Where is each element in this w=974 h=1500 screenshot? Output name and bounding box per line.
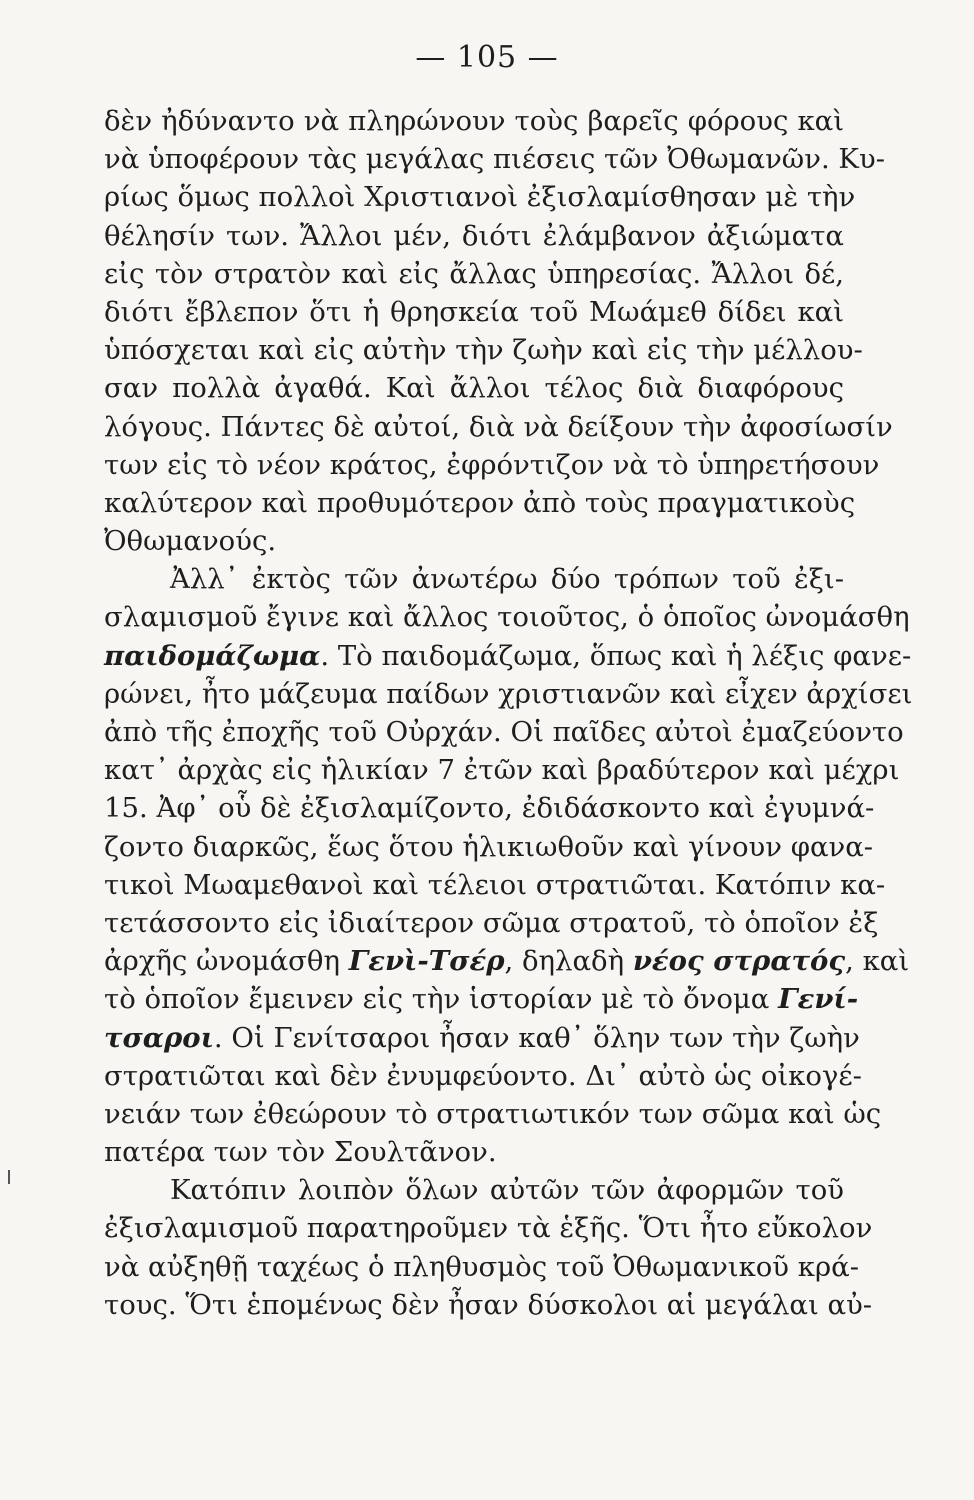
text-line [104, 255, 844, 293]
text-span: σλαμισμοῦ ἔγινε καὶ ἄλλος τοιοῦτος, ὁ ὁποῖος ὠνομάσθη [104, 601, 910, 634]
text-span: θέλησίν των. Ἄλλοι μέν, διότι ἐλάμβανον ἀξιώματα [104, 219, 844, 252]
text-span: 15. Ἀφ᾽ οὗ δὲ ἐξισλαμίζοντο, ἐδιδάσκοντο καὶ ἐγυμνά- [104, 792, 875, 825]
text-line [104, 178, 856, 216]
text-span: ρίως ὅμως πολλοὶ Χριστιανοὶ ἐξισλαμίσθησαν μὲ τὴν [104, 181, 856, 214]
text-line [104, 484, 856, 522]
paragraph [104, 1171, 873, 1324]
text-line [104, 1133, 844, 1171]
text-line [104, 980, 859, 1018]
text-line [104, 789, 875, 827]
text-line [104, 598, 910, 636]
text-line [104, 102, 844, 140]
text-span: ἀπὸ τῆς ἐποχῆς τοῦ Οὐρχάν. Οἱ παῖδες αὐτοὶ ἐμαζεύοντο [104, 716, 904, 748]
text-span: διότι ἔβλεπον ὅτι ἡ θρησκεία τοῦ Μωάμεθ δίδει καὶ [104, 295, 844, 328]
text-span: τους. Ὅτι ἑπομένως δὲν ἦσαν δύσκολοι αἱ μεγάλαι αὐ- [104, 1288, 873, 1321]
bold-term: Γενὶ-Τσέρ [348, 945, 505, 978]
text-line [104, 408, 893, 446]
bold-term: παιδομάζωμα [104, 639, 321, 672]
text-line [104, 866, 886, 904]
text-span: κατ᾽ ἀρχὰς εἰς ἡλικίαν 7 ἐτῶν καὶ βραδύτερον καὶ μέχρι [104, 754, 900, 787]
text-span: των εἰς τὸ νέον κράτος, ἐφρόντιζον νὰ τὸ ὑπηρετήσουν [104, 448, 880, 481]
text-line [104, 140, 885, 178]
text-span: , καὶ [845, 945, 910, 978]
text-span: . Οἱ Γενίτσαροι ἦσαν καθ᾽ ὅλην των τὴν ζωὴν [213, 1021, 860, 1054]
text-span: νειάν των ἐθεώρουν τὸ στρατιωτικόν των σῶμα καὶ ὡς [104, 1097, 882, 1130]
text-line [104, 1209, 873, 1247]
text-span: πατέρα των τὸν Σουλτᾶνον. [104, 1136, 497, 1169]
text-span: στρατιῶται καὶ δὲν ἐνυμφεύοντο. Δι᾽ αὐτὸ ὡς οἰκογέ- [104, 1059, 862, 1092]
text-line [104, 828, 874, 866]
text-span: , δηλαδὴ [504, 945, 633, 978]
text-line [104, 637, 912, 675]
text-span: σαν πολλὰ ἀγαθά. Καὶ ἄλλοι τέλος διὰ διαφόρους [104, 372, 844, 405]
page-number: — 105 — [415, 40, 559, 75]
text-span: Κατόπιν λοιπὸν ὅλων αὐτῶν τῶν ἀφορμῶν τοῦ [170, 1174, 844, 1207]
text-line [104, 293, 844, 331]
text-span: Ὀθωμανούς. [104, 525, 277, 558]
text-span: . Τὸ παιδομάζωμα, ὅπως καὶ ἡ λέξις φανε- [320, 639, 912, 672]
paragraph [104, 102, 893, 560]
text-line [104, 1171, 844, 1209]
text-span: Ἀλλ᾽ ἐκτὸς τῶν ἀνωτέρω δύο τρόπων τοῦ ἐξι- [170, 563, 844, 596]
text-line [104, 446, 880, 484]
text-line [104, 217, 844, 255]
text-line [104, 904, 879, 942]
text-line [104, 1286, 873, 1324]
text-line [104, 369, 844, 407]
body-text [104, 102, 913, 1324]
text-span: ἀρχῆς ὠνομάσθη [104, 945, 349, 978]
bold-term: νέος στρατός [632, 945, 846, 978]
text-span: δὲν ἠδύναντο νὰ πληρώνουν τοὺς βαρεῖς φόρους καὶ [104, 105, 844, 137]
text-line [104, 751, 900, 789]
text-span: καλύτερον καὶ προθυμότερον ἀπὸ τοὺς πραγματικοὺς [104, 486, 856, 519]
bold-term: Γενί- [778, 983, 859, 1016]
text-line [104, 1019, 860, 1057]
text-span: τικοὶ Μωαμεθανοὶ καὶ τέλειοι στρατιῶται. Κατόπιν κα- [104, 868, 886, 901]
text-line [104, 1057, 862, 1095]
text-span: λόγους. Πάντες δὲ αὐτοί, διὰ νὰ δείξουν τὴν ἀφοσίωσίν [104, 410, 893, 443]
text-span: τὸ ὁποῖον ἔμεινεν εἰς τὴν ἱστορίαν μὲ τὸ ὄνομα [104, 983, 779, 1016]
text-span: ζοντο διαρκῶς, ἕως ὅτου ἡλικιωθοῦν καὶ γίνουν φανα- [104, 830, 874, 863]
text-line [104, 942, 910, 980]
bold-term: τσαροι [104, 1021, 214, 1054]
text-span: νὰ ὑποφέρουν τὰς μεγάλας πιέσεις τῶν Ὀθωμανῶν. Κυ- [104, 143, 885, 176]
text-line [104, 522, 844, 560]
text-span: ἐξισλαμισμοῦ παρατηροῦμεν τὰ ἑξῆς. Ὅτι ἦτο εὔκολον [104, 1212, 873, 1245]
text-span: ὑπόσχεται καὶ εἰς αὐτὴν τὴν ζωὴν καὶ εἰς τὴν μέλλου- [104, 334, 863, 367]
text-line [104, 1248, 859, 1286]
text-span: νὰ αὐξηθῇ ταχέως ὁ πληθυσμὸς τοῦ Ὀθωμανικοῦ κρά- [104, 1250, 859, 1283]
text-line [104, 331, 863, 369]
margin-mark [8, 1170, 10, 1184]
text-line [104, 713, 904, 751]
text-span: ρώνει, ἦτο μάζευμα παίδων χριστιανῶν καὶ εἶχεν ἀρχίσει [104, 677, 913, 710]
text-line [104, 1095, 882, 1133]
text-span: τετάσσοντο εἰς ἰδιαίτερον σῶμα στρατοῦ, τὸ ὁποῖον ἐξ [104, 906, 879, 939]
text-line [104, 560, 844, 598]
text-line [104, 675, 913, 713]
text-span: εἰς τὸν στρατὸν καὶ εἰς ἄλλας ὑπηρεσίας. Ἄλλοι δέ, [104, 257, 844, 290]
paragraph [104, 560, 913, 1171]
